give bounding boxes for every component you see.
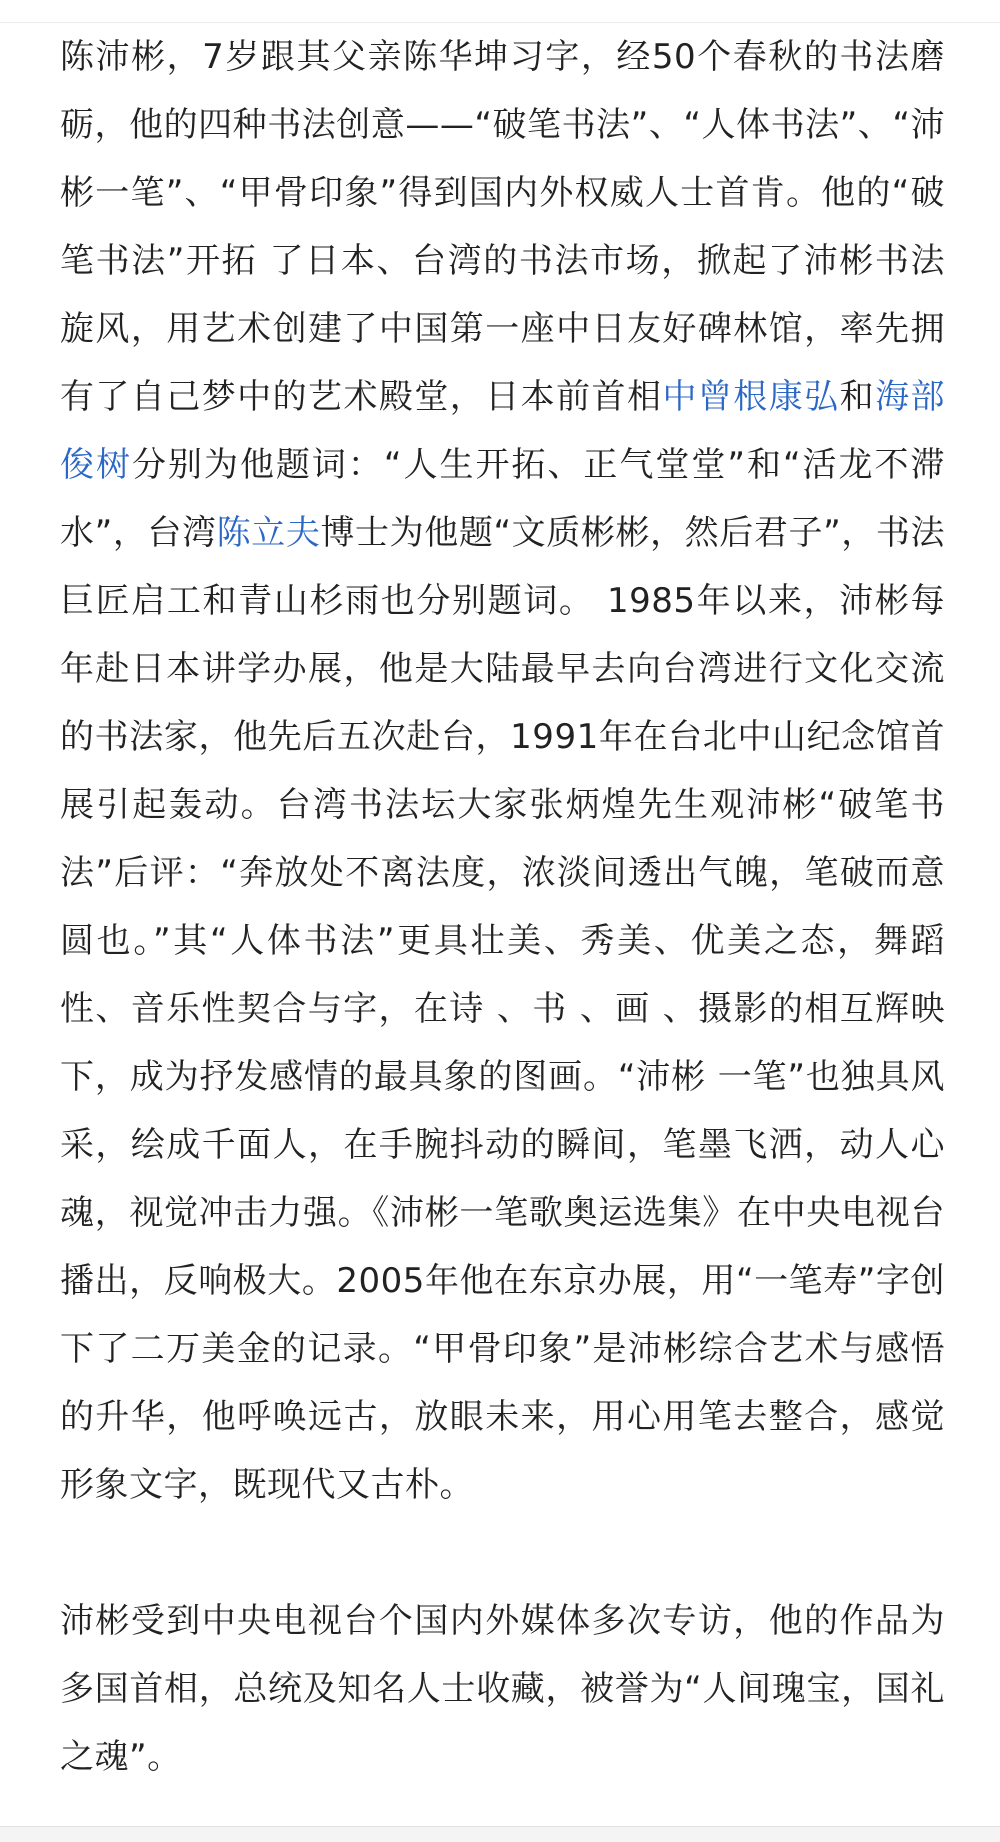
paragraph-text: 分别为他题词：“人生开拓、正气堂堂”和“活龙不滞水”，台湾 xyxy=(60,445,946,553)
paragraph-text: 沛彬受到中央电视台个国内外媒体多次专访，他的作品为多国首相，总统及知名人士收藏，被誉为“人间瑰宝，国礼之魂”。 xyxy=(60,1601,945,1777)
article-body xyxy=(60,23,945,1791)
article-paragraph xyxy=(60,1587,945,1791)
paragraph-text: 博士为他题“文质彬彬，然后君子”，书法巨匠启工和青山杉雨也分别题词。 1985年以来，沛彬每年赴日本讲学办展，他是大陆最早去向台湾进行文化交流的书法家，他先后五次赴台，1991年在台北中山纪念馆首展引起轰动。台湾书法坛大家张炳煌先生观沛彬“破笔书法”后评：“奔放处不离法度，浓淡间透出气魄，笔破而意圆也。”其“人体书法”更具壮美、秀美、优美之态，舞蹈性、音乐性契合与字，在诗 、书 、画 、摄影的相互辉映下，成为抒发感情的最具象的图画。“沛彬 一笔”也独具风采，绘成千面人，在手腕抖动的瞬间，笔墨飞洒，动人心魂，视觉冲击力强。《沛彬一笔歌奥运选集》在中央电视台播出，反响极大。2005年他在东京办展，用“一笔寿”字创下了二万美金的记录。“甲骨印象”是沛彬综合艺术与感悟的升华，他呼唤远古，放眼未来，用心用笔去整合，感觉形象文字，既现代又古朴。 xyxy=(60,513,945,1505)
paragraph-text: 和 xyxy=(839,377,876,417)
paragraph-text: 陈沛彬，7岁跟其父亲陈华坤习字，经50个春秋的书法磨砺，他的四种书法创意——“破笔书法”、“人体书法”、“沛彬一笔”、“甲骨印象”得到国内外权威人士首肯。他的“破笔书法”开拓 了日本、台湾的书法市场，掀起了沛彬书法旋风，用艺术创建了中国第一座中日友好碑林馆，率先拥有了自己梦中的艺术殿堂，日本前首相 xyxy=(60,37,945,417)
article-paragraph xyxy=(60,23,945,1519)
link-kaifu-toshiki[interactable]: 海部俊树 xyxy=(60,377,945,485)
top-bar xyxy=(0,0,1000,23)
bottom-toolbar-edge xyxy=(0,1826,1000,1842)
link-nakasone-yasuhiro[interactable]: 中曾根康弘 xyxy=(662,377,840,417)
link-chen-lifu[interactable]: 陈立夫 xyxy=(216,513,321,553)
